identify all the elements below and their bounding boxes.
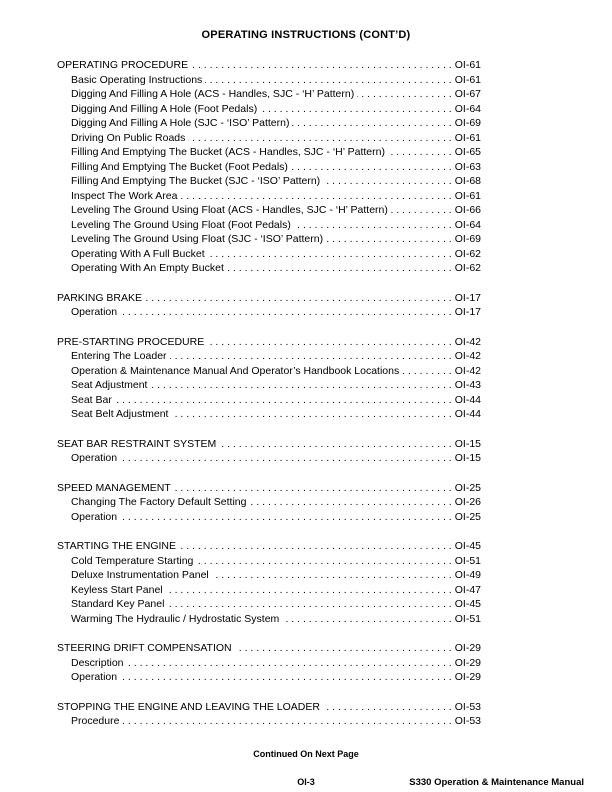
dot-leader bbox=[391, 203, 452, 218]
toc-entry-page-number: OI-42 bbox=[454, 364, 481, 377]
toc-entry-label: Description bbox=[71, 656, 124, 669]
toc-entry bbox=[57, 670, 481, 685]
dot-leader bbox=[402, 364, 451, 379]
toc-section-title-page-number: OI-61 bbox=[454, 59, 481, 71]
toc-entry-page-number: OI-29 bbox=[454, 656, 481, 669]
table-of-contents bbox=[57, 58, 481, 729]
dot-leader bbox=[219, 437, 451, 452]
dot-leader bbox=[235, 641, 452, 656]
dot-leader bbox=[174, 481, 452, 496]
toc-entry-page-number: OI-43 bbox=[454, 379, 481, 391]
toc-entry-page-number: OI-61 bbox=[454, 131, 481, 144]
dot-leader bbox=[208, 247, 452, 262]
toc-entry bbox=[57, 656, 481, 671]
dot-leader bbox=[294, 218, 452, 233]
toc-section-title-page-number: OI-45 bbox=[454, 540, 481, 552]
toc-entry-label: Deluxe Instrumentation Panel bbox=[71, 569, 209, 581]
toc-entry-page-number: OI-61 bbox=[454, 73, 481, 86]
toc-section-title-label: SPEED MANAGEMENT bbox=[57, 481, 171, 494]
toc-entry-page-number: OI-42 bbox=[454, 350, 481, 362]
page-title: OPERATING INSTRUCTIONS (CONT’D) bbox=[201, 29, 411, 41]
toc-entry-label: Leveling The Ground Using Float (SJC - ‘ISO’ Pattern) bbox=[71, 233, 324, 245]
toc-entry bbox=[57, 102, 481, 117]
toc-entry-label: Operation bbox=[71, 306, 118, 318]
toc-entry bbox=[57, 305, 481, 320]
toc-entry-page-number: OI-49 bbox=[454, 569, 481, 581]
dot-leader bbox=[170, 349, 452, 364]
dot-leader bbox=[150, 378, 451, 393]
toc-entry-label: Operation bbox=[71, 671, 118, 683]
toc-entry bbox=[57, 597, 481, 612]
dot-leader bbox=[115, 393, 452, 408]
toc-section-title-page-number: OI-53 bbox=[454, 700, 481, 713]
toc-entry-page-number: OI-69 bbox=[454, 233, 481, 245]
toc-section-title bbox=[57, 481, 481, 496]
dot-leader bbox=[171, 407, 451, 422]
toc-entry-label: Entering The Loader bbox=[71, 350, 167, 362]
toc-entry bbox=[57, 131, 481, 146]
toc-entry-page-number: OI-44 bbox=[454, 408, 481, 420]
toc-entry-page-number: OI-69 bbox=[454, 117, 481, 129]
dot-leader bbox=[227, 261, 452, 276]
toc-section-title bbox=[57, 437, 481, 452]
toc-entry bbox=[57, 364, 481, 379]
dot-leader bbox=[120, 451, 452, 466]
toc-entry-label: Seat Adjustment bbox=[71, 379, 148, 391]
toc-section-title bbox=[57, 58, 481, 73]
toc-entry-label: Driving On Public Roads bbox=[71, 131, 186, 144]
toc-section bbox=[57, 481, 481, 525]
toc-section-title-label: PARKING BRAKE bbox=[57, 291, 142, 304]
toc-entry-label: Inspect The Work Area bbox=[71, 189, 178, 202]
toc-entry-page-number: OI-44 bbox=[454, 393, 481, 406]
toc-section-title bbox=[57, 335, 481, 350]
dot-leader bbox=[179, 539, 452, 554]
toc-section-title-page-number: OI-25 bbox=[454, 481, 481, 494]
toc-entry-page-number: OI-62 bbox=[454, 247, 481, 260]
dot-leader bbox=[291, 160, 452, 175]
toc-entry-page-number: OI-62 bbox=[454, 262, 481, 274]
toc-entry-label: Filling And Emptying The Bucket (ACS - Handles, SJC - ‘H’ Pattern) bbox=[71, 146, 385, 158]
toc-section-title-label: SEAT BAR RESTRAINT SYSTEM bbox=[57, 437, 217, 450]
toc-section bbox=[57, 335, 481, 422]
dot-leader bbox=[357, 87, 452, 102]
toc-entry-label: Warming The Hydraulic / Hydrostatic System bbox=[71, 612, 280, 625]
toc-entry-page-number: OI-64 bbox=[454, 218, 481, 231]
toc-section-title-label: STOPPING THE ENGINE AND LEAVING THE LOADER bbox=[57, 700, 320, 713]
dot-leader bbox=[145, 291, 452, 306]
dot-leader bbox=[250, 495, 452, 510]
toc-entry bbox=[57, 393, 481, 408]
toc-section-title-page-number: OI-29 bbox=[454, 642, 481, 654]
toc-entry bbox=[57, 568, 481, 583]
toc-entry-page-number: OI-64 bbox=[454, 102, 481, 115]
toc-entry bbox=[57, 116, 481, 131]
toc-entry-page-number: OI-65 bbox=[454, 146, 481, 158]
toc-entry-label: Digging And Filling A Hole (ACS - Handles, SJC - ‘H’ Pattern) bbox=[71, 88, 355, 100]
toc-entry-label: Procedure bbox=[71, 715, 120, 727]
toc-section bbox=[57, 437, 481, 466]
toc-entry-label: Filling And Emptying The Bucket (SJC - ‘ISO’ Pattern) bbox=[71, 175, 321, 187]
toc-entry bbox=[57, 554, 481, 569]
toc-entry-label: Operating With An Empty Bucket bbox=[71, 262, 224, 274]
dot-leader bbox=[120, 305, 452, 320]
toc-section-title bbox=[57, 641, 481, 656]
toc-entry-page-number: OI-63 bbox=[454, 160, 481, 173]
toc-section-title-page-number: OI-42 bbox=[454, 335, 481, 348]
dot-leader bbox=[323, 174, 452, 189]
toc-section bbox=[57, 539, 481, 626]
toc-entry-label: Standard Key Panel bbox=[71, 598, 165, 610]
toc-section-title-label: OPERATING PROCEDURE bbox=[57, 59, 189, 71]
toc-entry bbox=[57, 145, 481, 160]
toc-section-title bbox=[57, 291, 481, 306]
toc-entry-page-number: OI-53 bbox=[454, 715, 481, 727]
toc-section-title-label: STARTING THE ENGINE bbox=[57, 540, 177, 552]
dot-leader bbox=[188, 131, 451, 146]
toc-section bbox=[57, 58, 481, 276]
footer-manual-title: S330 Operation & Maintenance Manual bbox=[409, 777, 584, 788]
toc-section bbox=[57, 641, 481, 685]
toc-entry-page-number: OI-15 bbox=[454, 452, 481, 464]
toc-entry-label: Filling And Emptying The Bucket (Foot Pedals) bbox=[71, 160, 288, 173]
toc-entry bbox=[57, 174, 481, 189]
toc-entry-label: Operation bbox=[71, 510, 118, 523]
toc-section bbox=[57, 291, 481, 320]
dot-leader bbox=[120, 670, 452, 685]
toc-entry-page-number: OI-66 bbox=[454, 204, 481, 216]
dot-leader bbox=[205, 73, 451, 88]
dot-leader bbox=[323, 700, 452, 715]
toc-section-title-label: PRE-STARTING PROCEDURE bbox=[57, 335, 205, 348]
dot-leader bbox=[196, 554, 451, 569]
toc-entry-label: Seat Bar bbox=[71, 393, 112, 406]
toc-entry-page-number: OI-45 bbox=[454, 598, 481, 610]
dot-leader bbox=[388, 145, 452, 160]
toc-entry bbox=[57, 87, 481, 102]
toc-entry-page-number: OI-51 bbox=[454, 554, 481, 567]
dot-leader bbox=[180, 189, 451, 204]
dot-leader bbox=[166, 583, 452, 598]
dot-leader bbox=[167, 597, 451, 612]
toc-entry-page-number: OI-67 bbox=[454, 88, 481, 100]
toc-entry-label: Basic Operating Instructions bbox=[71, 73, 203, 86]
toc-entry bbox=[57, 203, 481, 218]
toc-entry bbox=[57, 714, 481, 729]
toc-entry-page-number: OI-68 bbox=[454, 175, 481, 187]
toc-entry-label: Leveling The Ground Using Float (ACS - Handles, SJC - ‘H’ Pattern) bbox=[71, 204, 388, 216]
dot-leader bbox=[207, 335, 452, 350]
toc-entry-label: Operation bbox=[71, 452, 118, 464]
toc-entry-page-number: OI-25 bbox=[454, 510, 481, 523]
toc-entry bbox=[57, 451, 481, 466]
toc-entry bbox=[57, 73, 481, 88]
continued-note: Continued On Next Page bbox=[253, 749, 359, 759]
toc-section-title-label: STEERING DRIFT COMPENSATION bbox=[57, 642, 232, 654]
toc-entry-label: Cold Temperature Starting bbox=[71, 554, 194, 567]
dot-leader bbox=[127, 656, 452, 671]
toc-section-title bbox=[57, 700, 481, 715]
toc-entry-page-number: OI-47 bbox=[454, 583, 481, 596]
toc-entry bbox=[57, 378, 481, 393]
toc-entry bbox=[57, 232, 481, 247]
toc-entry-page-number: OI-26 bbox=[454, 496, 481, 508]
toc-entry bbox=[57, 261, 481, 276]
dot-leader bbox=[326, 232, 452, 247]
toc-entry bbox=[57, 247, 481, 262]
toc-entry bbox=[57, 612, 481, 627]
toc-entry bbox=[57, 583, 481, 598]
dot-leader bbox=[292, 116, 451, 131]
toc-entry bbox=[57, 160, 481, 175]
toc-section-title-page-number: OI-17 bbox=[454, 291, 481, 304]
toc-entry-page-number: OI-61 bbox=[454, 189, 481, 202]
toc-entry-label: Digging And Filling A Hole (Foot Pedals) bbox=[71, 102, 258, 115]
toc-entry bbox=[57, 349, 481, 364]
toc-entry-label: Digging And Filling A Hole (SJC - ‘ISO’ Pattern) bbox=[71, 117, 290, 129]
dot-leader bbox=[282, 612, 451, 627]
dot-leader bbox=[191, 58, 452, 73]
dot-leader bbox=[120, 510, 452, 525]
toc-entry bbox=[57, 510, 481, 525]
toc-entry-label: Operation & Maintenance Manual And Operator’s Handbook Locations bbox=[71, 364, 400, 377]
toc-entry-label: Leveling The Ground Using Float (Foot Pedals) bbox=[71, 218, 291, 231]
toc-entry-page-number: OI-29 bbox=[454, 671, 481, 683]
toc-entry bbox=[57, 218, 481, 233]
toc-section bbox=[57, 700, 481, 729]
toc-entry-page-number: OI-17 bbox=[454, 306, 481, 318]
toc-entry-label: Changing The Factory Default Setting bbox=[71, 496, 247, 508]
toc-entry bbox=[57, 495, 481, 510]
toc-entry-label: Keyless Start Panel bbox=[71, 583, 163, 596]
toc-entry-page-number: OI-51 bbox=[454, 612, 481, 625]
dot-leader bbox=[212, 568, 452, 583]
dot-leader bbox=[260, 102, 452, 117]
footer-page-number: OI-3 bbox=[297, 777, 315, 787]
toc-section-title bbox=[57, 539, 481, 554]
toc-entry bbox=[57, 407, 481, 422]
dot-leader bbox=[122, 714, 451, 729]
toc-entry-label: Seat Belt Adjustment bbox=[71, 408, 169, 420]
toc-entry-label: Operating With A Full Bucket bbox=[71, 247, 205, 260]
toc-entry bbox=[57, 189, 481, 204]
toc-section-title-page-number: OI-15 bbox=[454, 437, 481, 450]
